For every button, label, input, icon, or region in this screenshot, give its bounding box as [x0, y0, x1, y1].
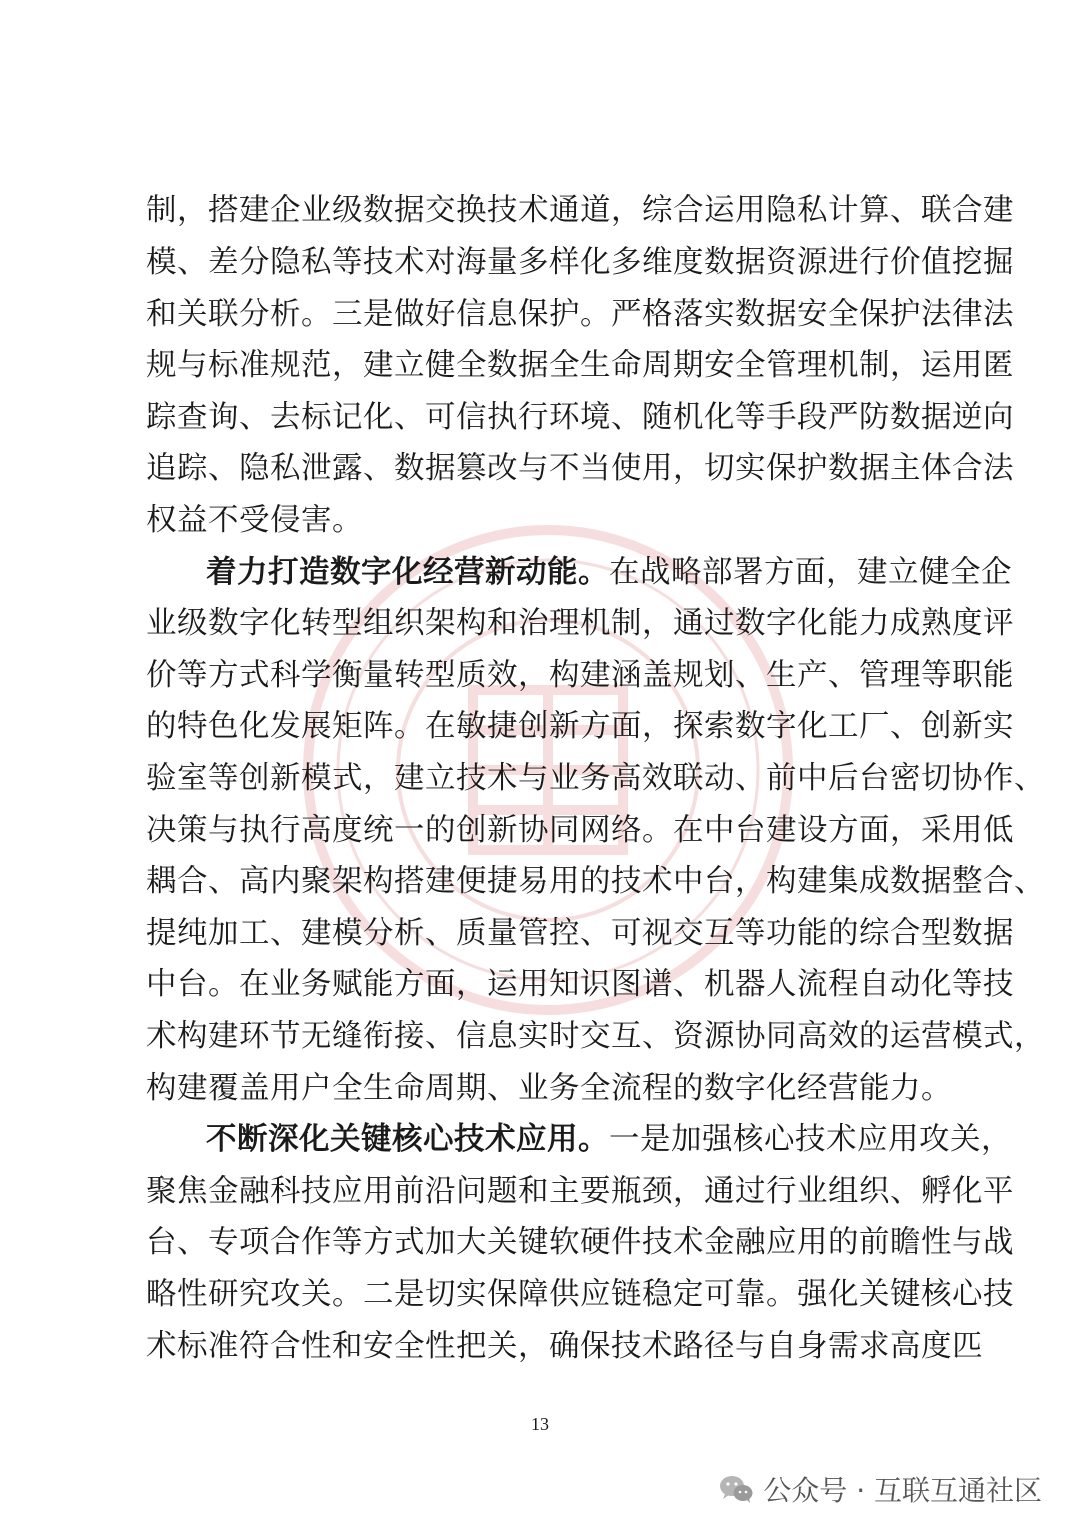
text-line: 和关联分析。三是做好信息保护。严格落实数据安全保护法律法 [146, 297, 1014, 332]
text-line: 中台。在业务赋能方面，运用知识图谱、机器人流程自动化等技 [146, 967, 1014, 1002]
text-line: 权益不受侵害。 [146, 503, 363, 538]
text-line: 的特色化发展矩阵。在敏捷创新方面，探索数字化工厂、创新实 [146, 709, 1014, 744]
text-line: 追踪、隐私泄露、数据篡改与不当使用，切实保护数据主体合法 [146, 451, 1014, 486]
paragraph-heading: 着力打造数字化经营新动能。 [206, 555, 609, 590]
paragraph-heading: 不断深化关键核心技术应用。 [206, 1122, 609, 1157]
text-line: 规与标准规范，建立健全数据全生命周期安全管理机制，运用匿 [146, 348, 1014, 383]
text-line: 术标准符合性和安全性把关，确保技术路径与自身需求高度匹 [146, 1329, 983, 1364]
text-line: 制，搭建企业级数据交换技术通道，综合运用隐私计算、联合建 [146, 193, 1014, 228]
source-label: 公众号 · 互联互通社区 [763, 1474, 1042, 1507]
text-line: 台、专项合作等方式加大关键软硬件技术金融应用的前瞻性与战 [146, 1225, 1014, 1260]
source-watermark [719, 1467, 1042, 1511]
wechat-icon [719, 1474, 753, 1504]
text-line: 术构建环节无缝衔接、信息实时交互、资源协同高效的运营模式， [146, 1019, 1045, 1054]
text-line: 模、差分隐私等技术对海量多样化多维度数据资源进行价值挖掘 [146, 245, 1014, 280]
paragraph-first-line [206, 548, 1012, 598]
text-line: 价等方式科学衡量转型质效，构建涵盖规划、生产、管理等职能 [146, 658, 1014, 693]
page-number: 13 [531, 1414, 549, 1434]
text-line: 业级数字化转型组织架构和治理机制，通过数字化能力成熟度评 [146, 606, 1014, 641]
text-line: 耦合、高内聚架构搭建便捷易用的技术中台，构建集成数据整合、 [146, 864, 1045, 899]
text-line: 聚焦金融科技应用前沿问题和主要瓶颈，通过行业组织、孵化平 [146, 1174, 1014, 1209]
paragraph-first-line [206, 1115, 1012, 1165]
text-line: 踪查询、去标记化、可信执行环境、随机化等手段严防数据逆向 [146, 400, 1014, 435]
text-line: 略性研究攻关。二是切实保障供应链稳定可靠。强化关键核心技 [146, 1277, 1014, 1312]
text-line: 构建覆盖用户全生命周期、业务全流程的数字化经营能力。 [146, 1071, 952, 1106]
text-line: 决策与执行高度统一的创新协同网络。在中台建设方面，采用低 [146, 813, 1014, 848]
text-line: 验室等创新模式，建立技术与业务高效联动、前中后台密切协作、 [146, 761, 1045, 796]
paragraph-text: 一是加强核心技术应用攻关， [609, 1122, 1012, 1157]
paragraph-text: 在战略部署方面，建立健全企 [609, 555, 1012, 590]
text-line: 提纯加工、建模分析、质量管控、可视交互等功能的综合型数据 [146, 916, 1014, 951]
